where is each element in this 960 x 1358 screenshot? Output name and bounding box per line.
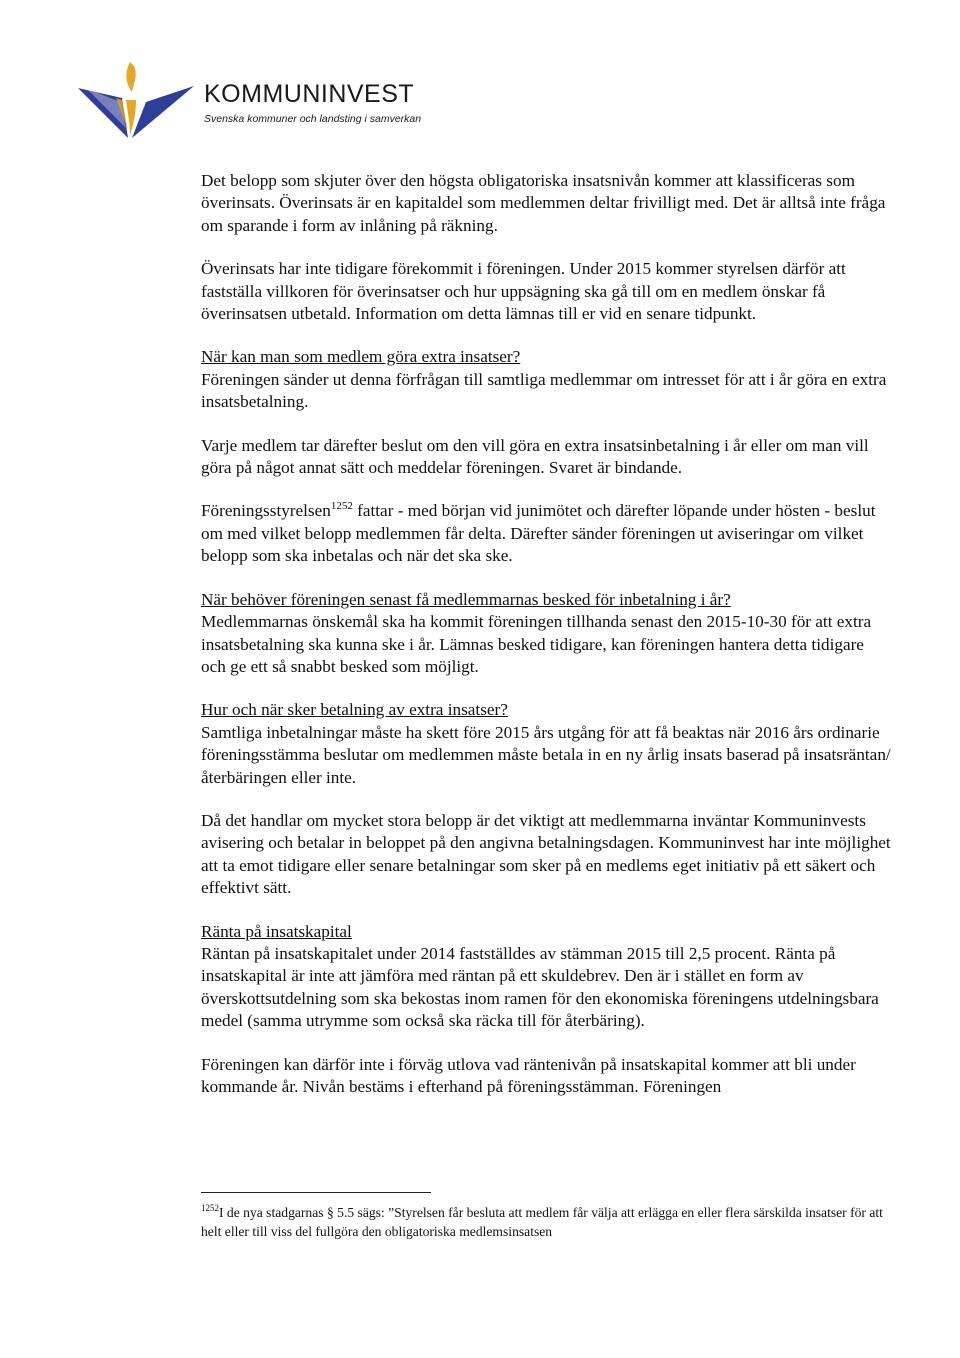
footnote-reference: 1252 (330, 500, 353, 513)
paragraph-besked: Medlemmarnas önskemål ska ha kommit föreningen tillhanda senast den 2015-10-30 för att extra insatsbetalning ska kunna ske i år. Lämnas besked tidigare, kan föreningen hantera detta tidigare och ge ett så snabbt besked som möjligt. (201, 612, 872, 676)
paragraph-ranta: Räntan på insatskapitalet under 2014 fastställdes av stämman 2015 till 2,5 procent. Ränta på insatskapital är inte att jämföra med räntan på ett skuldebrev. Den är i stället en form av överskottsutdelning som ska bekostas inom ramen för den ekonomiska föreningens utdelningsbara medel (samma utrymme som också ska räcka till för återbäring). (201, 943, 879, 1031)
heading-betalning: Hur och när sker betalning av extra insatser? (201, 700, 508, 720)
logo-name: KOMMUNINVEST (204, 80, 415, 108)
section-besked (201, 589, 891, 679)
paragraph-styrelsen (201, 500, 891, 567)
heading-when-extra: När kan man som medlem göra extra insatser? (201, 347, 521, 367)
heading-besked: När behöver föreningen senast få medlemmarnas besked för inbetalning i år? (201, 589, 731, 609)
logo-mark-icon (76, 58, 196, 148)
paragraph-overinsats-definition: Det belopp som skjuter över den högsta obligatoriska insatsnivån kommer att klassificeras som överinsats. Överinsats är en kapitaldel som medlemmen deltar frivilligt med. Det är alltså inte fråga om sparande i form av inlåning på räkning. (201, 171, 886, 235)
kommuninvest-logo (76, 58, 456, 148)
paragraph-forfragan: Föreningen sänder ut denna förfrågan till samtliga medlemmar om intresset för att i år göra en extra insatsbetalning. (201, 369, 887, 412)
section-betalning (201, 699, 891, 789)
paragraph-inbetalningar: Samtliga inbetalningar måste ha skett före 2015 års utgång för att få beaktas när 2016 års ordinarie föreningsstämma beslutar om medlemmen måste betala in en ny årlig insats baserad på insatsräntan/återbäringen eller inte. (201, 722, 891, 787)
logo-tagline: Svenska kommuner och landsting i samverkan (204, 113, 422, 125)
document-body (201, 170, 891, 1119)
footnote-text: I de nya stadgarnas § 5.5 sägs: ”Styrelsen får besluta att medlem får välja att erlägga en eller flera särskilda insatser för att helt eller till viss del fullgöra den obligatoriska medlemsinsatsen (201, 1205, 883, 1239)
styrelsen-word: Föreningsstyrelsen (201, 501, 331, 521)
section-ranta (201, 921, 891, 1033)
paragraph-avisering: Då det handlar om mycket stora belopp är det viktigt att medlemmarna inväntar Kommuninvests avisering och betalar in beloppet på den angivna betalningsdagen. Kommuninvest har inte möjlighet att ta emot tidigare eller senare betalningar som sker på en medlems eget initiativ på ett säkert och effektivt sätt. (201, 810, 891, 898)
styrelsen-rest: fattar - med början vid junimötet och därefter löpande under hösten - beslut om med vilket belopp medlemmen får delta. Därefter sänder föreningen ut aviseringar om vilket belopp som ska inbetalas och när det ska ske. (201, 501, 876, 566)
paragraph-overinsats-history: Överinsats har inte tidigare förekommit i föreningen. Under 2015 kommer styrelsen därför att fastställa villkoren för överinsatser och hur uppsägning ska gå till om en medlem önskar få överinsatsen utbetald. Information om detta lämnas till er vid en senare tidpunkt. (201, 259, 846, 324)
section-extra-insatser (201, 346, 891, 413)
footnote (201, 1203, 891, 1241)
footnote-divider (201, 1192, 431, 1193)
heading-ranta: Ränta på insatskapital (201, 921, 352, 941)
paragraph-beslut: Varje medlem tar därefter beslut om den vill göra en extra insatsinbetalning i år eller om man vill göra på något annat sätt och meddelar föreningen. Svaret är bindande. (201, 435, 869, 478)
footnote-number: 1252 (201, 1203, 219, 1213)
paragraph-rantenivan: Föreningen kan därför inte i förväg utlova vad räntenivån på insatskapital kommer att bli under kommande år. Nivån bestäms i efterhand på föreningsstämman. Föreningen (201, 1054, 856, 1096)
